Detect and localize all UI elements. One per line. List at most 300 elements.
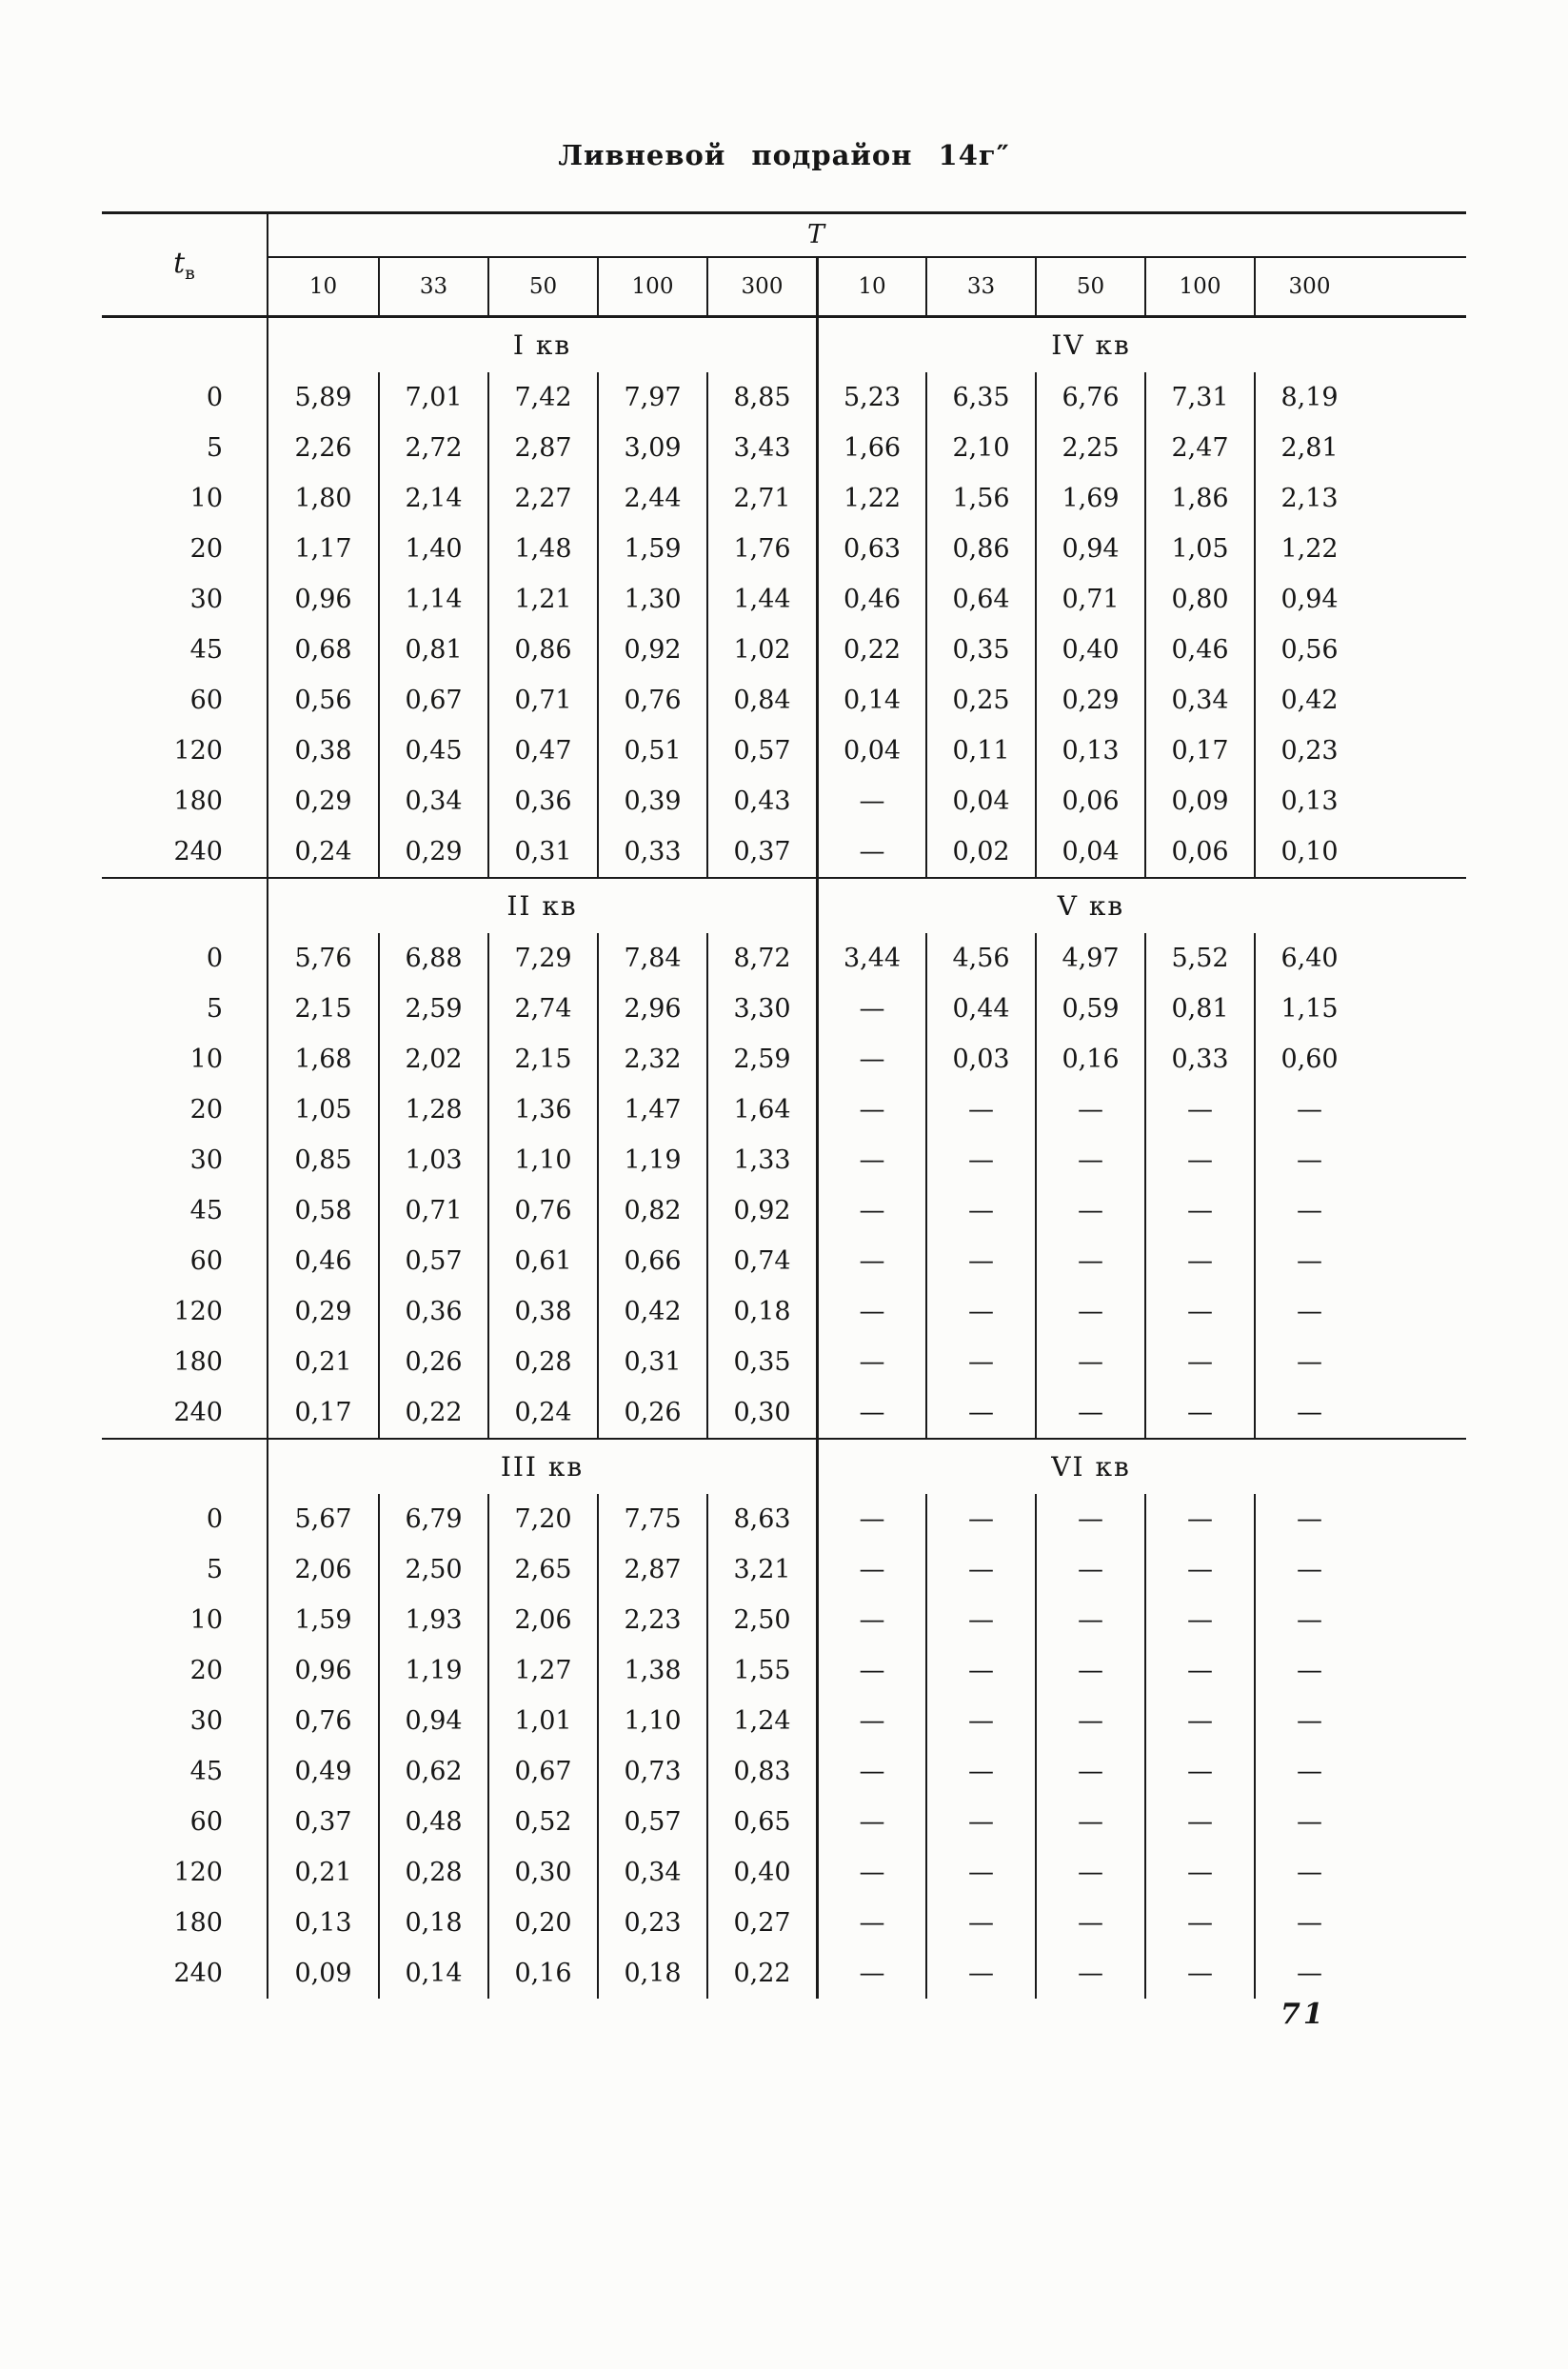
table-row [102, 1746, 1466, 1797]
data-cell: 0,06 [1144, 826, 1254, 877]
data-cell: 0,16 [487, 1948, 597, 1999]
data-cell: — [1144, 1948, 1254, 1999]
data-cell: 0,17 [294, 1398, 352, 1427]
data-cell: 0,86 [487, 625, 597, 675]
data-cell: 0,85 [294, 1145, 352, 1175]
col-header: 33 [378, 258, 487, 315]
row-label: 60 [102, 1236, 268, 1286]
data-cell: — [816, 1746, 925, 1797]
data-cell: — [1035, 1286, 1144, 1337]
data-cell: — [1035, 1337, 1144, 1387]
data-cell: 1,64 [706, 1085, 816, 1135]
data-cell: — [1035, 1898, 1144, 1948]
data-cell: 0,20 [487, 1898, 597, 1948]
data-cell: 0,60 [1254, 1034, 1363, 1085]
data-cell: 1,19 [597, 1135, 706, 1185]
table-row [102, 933, 1466, 984]
rainfall-table [102, 211, 1466, 1999]
data-cell: 1,05 [1144, 524, 1254, 574]
data-cell: — [816, 1544, 925, 1595]
data-cell: — [1144, 1595, 1254, 1645]
data-cell: 2,15 [487, 1034, 597, 1085]
data-cell: 0,57 [706, 726, 816, 776]
col-header: 100 [597, 258, 706, 315]
data-cell: 2,74 [487, 984, 597, 1034]
data-cell: — [1254, 1494, 1363, 1544]
data-cell: — [925, 1236, 1035, 1286]
col-header: 50 [1035, 258, 1144, 315]
row-filler [1363, 1898, 1466, 1948]
table-row [102, 1387, 1466, 1438]
data-cell: — [1254, 1898, 1363, 1948]
data-cell: 0,30 [706, 1387, 816, 1438]
data-cell: 0,49 [294, 1757, 352, 1786]
table-row [102, 1185, 1466, 1236]
data-cell: 0,28 [378, 1847, 487, 1898]
data-cell: — [816, 1387, 925, 1438]
data-cell: 0,56 [1254, 625, 1363, 675]
section-title-left: III кв [500, 1451, 585, 1483]
data-cell: — [1144, 1286, 1254, 1337]
data-cell: — [1035, 1948, 1144, 1999]
data-cell: — [1035, 1595, 1144, 1645]
data-cell: 0,22 [706, 1948, 816, 1999]
data-cell: 1,47 [597, 1085, 706, 1135]
data-cell: — [1035, 1085, 1144, 1135]
data-cell: 1,01 [487, 1696, 597, 1746]
column-headers [268, 258, 1466, 315]
data-cell: — [1144, 1236, 1254, 1286]
data-cell: — [925, 1645, 1035, 1696]
header-filler [1363, 258, 1466, 315]
section-spacer [102, 318, 268, 372]
data-cell: 0,23 [1254, 726, 1363, 776]
row-label: 120 [102, 1286, 268, 1337]
data-cell: 1,14 [378, 574, 487, 625]
data-cell: — [816, 1696, 925, 1746]
col-header: 300 [706, 258, 816, 315]
row-filler [1363, 933, 1466, 984]
data-cell: 1,68 [294, 1045, 352, 1074]
row-filler [1363, 1034, 1466, 1085]
data-cell: 2,71 [706, 473, 816, 524]
row-filler [1363, 1236, 1466, 1286]
data-cell: 2,10 [925, 423, 1035, 473]
row-filler [1363, 1696, 1466, 1746]
data-cell: — [925, 1696, 1035, 1746]
data-cell: — [1144, 1645, 1254, 1696]
quarter-block-2 [102, 879, 1466, 1440]
t-span-header: T [268, 214, 1466, 258]
data-cell: 1,15 [1254, 984, 1363, 1034]
data-cell: 0,14 [816, 675, 925, 726]
data-cell: 6,76 [1035, 372, 1144, 423]
row-filler [1363, 423, 1466, 473]
data-cell: — [1254, 1135, 1363, 1185]
table-row [102, 1645, 1466, 1696]
data-cell: 1,30 [597, 574, 706, 625]
row-label: 240 [102, 1948, 268, 1999]
row-label: 60 [102, 675, 268, 726]
data-cell: 6,79 [378, 1494, 487, 1544]
data-cell: 1,55 [706, 1645, 816, 1696]
row-filler [1363, 826, 1466, 877]
row-label: 60 [102, 1797, 268, 1847]
data-cell: — [816, 1286, 925, 1337]
data-cell: 2,47 [1144, 423, 1254, 473]
data-cell: 0,46 [816, 574, 925, 625]
data-cell: 0,76 [597, 675, 706, 726]
data-cell: 0,94 [378, 1696, 487, 1746]
data-cell: 1,21 [487, 574, 597, 625]
data-cell: 0,37 [706, 826, 816, 877]
data-cell: 0,66 [597, 1236, 706, 1286]
data-cell: 0,67 [378, 675, 487, 726]
section-title-right: IV кв [816, 318, 1363, 372]
data-cell: — [1254, 1948, 1363, 1999]
row-filler [1363, 1337, 1466, 1387]
data-cell: 0,02 [925, 826, 1035, 877]
data-cell: 0,81 [1144, 984, 1254, 1034]
data-cell: 0,92 [706, 1185, 816, 1236]
data-cell: 3,21 [706, 1544, 816, 1595]
data-cell: 0,26 [378, 1337, 487, 1387]
data-cell: 0,71 [378, 1185, 487, 1236]
data-cell: 0,16 [1035, 1034, 1144, 1085]
col-header: 50 [487, 258, 597, 315]
data-cell: 0,35 [925, 625, 1035, 675]
data-cell: 0,52 [487, 1797, 597, 1847]
data-cell: 0,61 [487, 1236, 597, 1286]
data-cell: 1,69 [1035, 473, 1144, 524]
row-filler [1363, 1135, 1466, 1185]
row-label: 30 [102, 1135, 268, 1185]
data-cell: 2,15 [294, 994, 352, 1024]
data-cell: 1,22 [1254, 524, 1363, 574]
data-cell: — [1144, 1085, 1254, 1135]
table-row [102, 1085, 1466, 1135]
data-cell: — [925, 1185, 1035, 1236]
data-cell: 0,67 [487, 1746, 597, 1797]
data-cell: 0,35 [706, 1337, 816, 1387]
row-filler [1363, 1185, 1466, 1236]
row-label: 180 [102, 1898, 268, 1948]
row-label: 5 [102, 1544, 268, 1595]
data-cell: 1,10 [487, 1135, 597, 1185]
data-cell: 0,40 [706, 1847, 816, 1898]
table-row [102, 726, 1466, 776]
data-cell: 1,27 [487, 1645, 597, 1696]
table-row [102, 1135, 1466, 1185]
data-cell: — [1035, 1387, 1144, 1438]
data-cell: 0,31 [487, 826, 597, 877]
table-row [102, 1034, 1466, 1085]
tb-symbol: $t_в$ [173, 246, 195, 284]
data-cell: 2,96 [597, 984, 706, 1034]
data-cell: 0,73 [597, 1746, 706, 1797]
data-cell: 1,59 [294, 1605, 352, 1635]
data-cell: — [925, 1085, 1035, 1135]
data-cell: — [1144, 1746, 1254, 1797]
data-cell: 0,29 [378, 826, 487, 877]
row-label: 120 [102, 1847, 268, 1898]
data-cell: 0,29 [294, 786, 352, 816]
data-cell: 1,10 [597, 1696, 706, 1746]
data-cell: 0,71 [487, 675, 597, 726]
data-cell: — [925, 1337, 1035, 1387]
data-cell: — [816, 1236, 925, 1286]
data-cell: 1,17 [294, 534, 352, 564]
data-cell: — [1254, 1286, 1363, 1337]
data-cell: 1,33 [706, 1135, 816, 1185]
data-cell: — [1035, 1494, 1144, 1544]
data-cell: 1,56 [925, 473, 1035, 524]
row-filler [1363, 1544, 1466, 1595]
data-cell: 0,40 [1035, 625, 1144, 675]
data-cell: — [816, 826, 925, 877]
section-titles [102, 318, 1466, 372]
quarter-block-1 [102, 318, 1466, 879]
data-cell: 0,56 [294, 686, 352, 715]
row-label: 20 [102, 524, 268, 574]
data-cell: 1,80 [294, 484, 352, 513]
data-cell: 0,33 [1144, 1034, 1254, 1085]
col-header: 10 [816, 258, 925, 315]
data-cell: — [1035, 1544, 1144, 1595]
data-cell: 0,36 [487, 776, 597, 826]
data-cell: 7,84 [597, 933, 706, 984]
data-cell: 1,05 [294, 1095, 352, 1125]
data-cell: 2,23 [597, 1595, 706, 1645]
row-label: 0 [102, 372, 268, 423]
data-cell: 0,39 [597, 776, 706, 826]
data-cell: — [925, 1898, 1035, 1948]
row-filler [1363, 372, 1466, 423]
data-cell: — [1254, 1595, 1363, 1645]
col-header: 33 [925, 258, 1035, 315]
data-cell: 0,33 [597, 826, 706, 877]
t-header-group [268, 214, 1466, 315]
data-cell: 0,96 [294, 585, 352, 614]
data-cell: — [1144, 1135, 1254, 1185]
data-cell: 2,02 [378, 1034, 487, 1085]
data-cell: 1,76 [706, 524, 816, 574]
data-cell: — [1254, 1185, 1363, 1236]
data-cell: — [816, 1494, 925, 1544]
row-label: 180 [102, 1337, 268, 1387]
data-cell: 2,32 [597, 1034, 706, 1085]
data-cell: 5,76 [294, 944, 352, 973]
rows-group [102, 1494, 1466, 1999]
row-label: 45 [102, 1185, 268, 1236]
data-cell: 1,38 [597, 1645, 706, 1696]
data-cell: 0,13 [294, 1908, 352, 1938]
data-cell: — [1144, 1185, 1254, 1236]
data-cell: 0,13 [1035, 726, 1144, 776]
section-titles [102, 879, 1466, 933]
data-cell: 0,34 [1144, 675, 1254, 726]
row-filler [1363, 1085, 1466, 1135]
data-cell: 0,29 [294, 1297, 352, 1326]
data-cell: — [925, 1746, 1035, 1797]
data-cell: 0,18 [706, 1286, 816, 1337]
rows-group [102, 933, 1466, 1438]
data-cell: 0,27 [706, 1898, 816, 1948]
data-cell: 2,87 [487, 423, 597, 473]
data-cell: 7,01 [378, 372, 487, 423]
row-filler [1363, 1746, 1466, 1797]
data-cell: — [1144, 1494, 1254, 1544]
data-cell: 0,38 [487, 1286, 597, 1337]
row-filler [1363, 776, 1466, 826]
data-cell: — [925, 1544, 1035, 1595]
data-cell: 3,09 [597, 423, 706, 473]
data-cell: 0,24 [487, 1387, 597, 1438]
row-filler [1363, 473, 1466, 524]
section-filler [1363, 1440, 1466, 1494]
data-cell: 0,03 [925, 1034, 1035, 1085]
row-filler [1363, 1387, 1466, 1438]
data-cell: — [816, 1797, 925, 1847]
data-cell: 0,81 [378, 625, 487, 675]
data-cell: 1,44 [706, 574, 816, 625]
data-cell: 0,84 [706, 675, 816, 726]
section-filler [1363, 879, 1466, 933]
table-row [102, 372, 1466, 423]
row-label: 5 [102, 423, 268, 473]
table-row [102, 574, 1466, 625]
section-title-left: I кв [512, 329, 572, 361]
data-cell: 2,13 [1254, 473, 1363, 524]
data-cell: 1,02 [706, 625, 816, 675]
data-cell: — [1035, 1746, 1144, 1797]
data-cell: 7,31 [1144, 372, 1254, 423]
table-row [102, 1494, 1466, 1544]
data-cell: — [1254, 1085, 1363, 1135]
data-cell: — [1254, 1645, 1363, 1696]
table-row [102, 1847, 1466, 1898]
row-filler [1363, 1286, 1466, 1337]
row-label: 10 [102, 1595, 268, 1645]
data-cell: 0,22 [816, 625, 925, 675]
data-cell: 0,86 [925, 524, 1035, 574]
data-cell: 0,76 [294, 1706, 352, 1736]
data-cell: — [1035, 1696, 1144, 1746]
data-cell: 0,25 [925, 675, 1035, 726]
data-cell: 0,38 [294, 736, 352, 766]
data-cell: 2,72 [378, 423, 487, 473]
data-cell: 0,94 [1035, 524, 1144, 574]
table-row [102, 1286, 1466, 1337]
data-cell: — [1035, 1135, 1144, 1185]
data-cell: 5,23 [816, 372, 925, 423]
data-cell: 0,59 [1035, 984, 1144, 1034]
data-cell: 6,35 [925, 372, 1035, 423]
data-cell: 0,34 [597, 1847, 706, 1898]
data-cell: — [925, 1797, 1035, 1847]
data-cell: 0,96 [294, 1656, 352, 1685]
row-label: 180 [102, 776, 268, 826]
data-cell: — [925, 1135, 1035, 1185]
data-cell: 0,92 [597, 625, 706, 675]
data-cell: — [816, 1337, 925, 1387]
data-cell: 0,68 [294, 635, 352, 665]
data-cell: 1,40 [378, 524, 487, 574]
row-label: 30 [102, 1696, 268, 1746]
col-header: 10 [308, 274, 338, 299]
data-cell: — [816, 1034, 925, 1085]
data-cell: — [925, 1847, 1035, 1898]
data-cell: 6,40 [1254, 933, 1363, 984]
data-cell: 0,83 [706, 1746, 816, 1797]
data-cell: — [816, 1135, 925, 1185]
col-header: 300 [1254, 258, 1363, 315]
data-cell: 2,50 [706, 1595, 816, 1645]
table-row [102, 675, 1466, 726]
data-cell: 1,22 [816, 473, 925, 524]
data-cell: 3,43 [706, 423, 816, 473]
data-cell: — [925, 1494, 1035, 1544]
data-cell: — [816, 1645, 925, 1696]
data-cell: 0,09 [1144, 776, 1254, 826]
data-cell: 0,04 [1035, 826, 1144, 877]
row-label: 0 [102, 1494, 268, 1544]
data-cell: 2,14 [378, 473, 487, 524]
data-cell: 8,85 [706, 372, 816, 423]
data-cell: — [1254, 1387, 1363, 1438]
row-label: 240 [102, 826, 268, 877]
data-cell: 0,47 [487, 726, 597, 776]
data-cell: — [1254, 1544, 1363, 1595]
data-cell: 0,57 [597, 1797, 706, 1847]
data-cell: 0,65 [706, 1797, 816, 1847]
data-cell: — [816, 776, 925, 826]
data-cell: 7,42 [487, 372, 597, 423]
data-cell: 2,59 [706, 1034, 816, 1085]
data-cell: 2,25 [1035, 423, 1144, 473]
data-cell: 0,04 [925, 776, 1035, 826]
row-label: 10 [102, 473, 268, 524]
row-filler [1363, 675, 1466, 726]
data-cell: 7,75 [597, 1494, 706, 1544]
col-header: 100 [1144, 258, 1254, 315]
data-cell: 7,97 [597, 372, 706, 423]
data-cell: 8,72 [706, 933, 816, 984]
data-cell: 0,64 [925, 574, 1035, 625]
data-cell: — [816, 1595, 925, 1645]
data-cell: 0,13 [1254, 776, 1363, 826]
data-cell: 0,11 [925, 726, 1035, 776]
row-filler [1363, 726, 1466, 776]
table-row [102, 1696, 1466, 1746]
row-filler [1363, 524, 1466, 574]
data-cell: 0,22 [378, 1387, 487, 1438]
data-cell: 0,46 [294, 1246, 352, 1276]
row-label: 240 [102, 1387, 268, 1438]
data-cell: — [1144, 1696, 1254, 1746]
data-cell: 3,30 [706, 984, 816, 1034]
data-cell: 1,24 [706, 1696, 816, 1746]
data-cell: 1,59 [597, 524, 706, 574]
data-cell: 0,58 [294, 1196, 352, 1225]
data-cell: 5,52 [1144, 933, 1254, 984]
data-cell: 0,80 [1144, 574, 1254, 625]
section-title-right: VI кв [816, 1440, 1363, 1494]
data-cell: 0,76 [487, 1185, 597, 1236]
data-cell: — [816, 984, 925, 1034]
row-axis-header [102, 214, 268, 315]
data-cell: 0,18 [597, 1948, 706, 1999]
